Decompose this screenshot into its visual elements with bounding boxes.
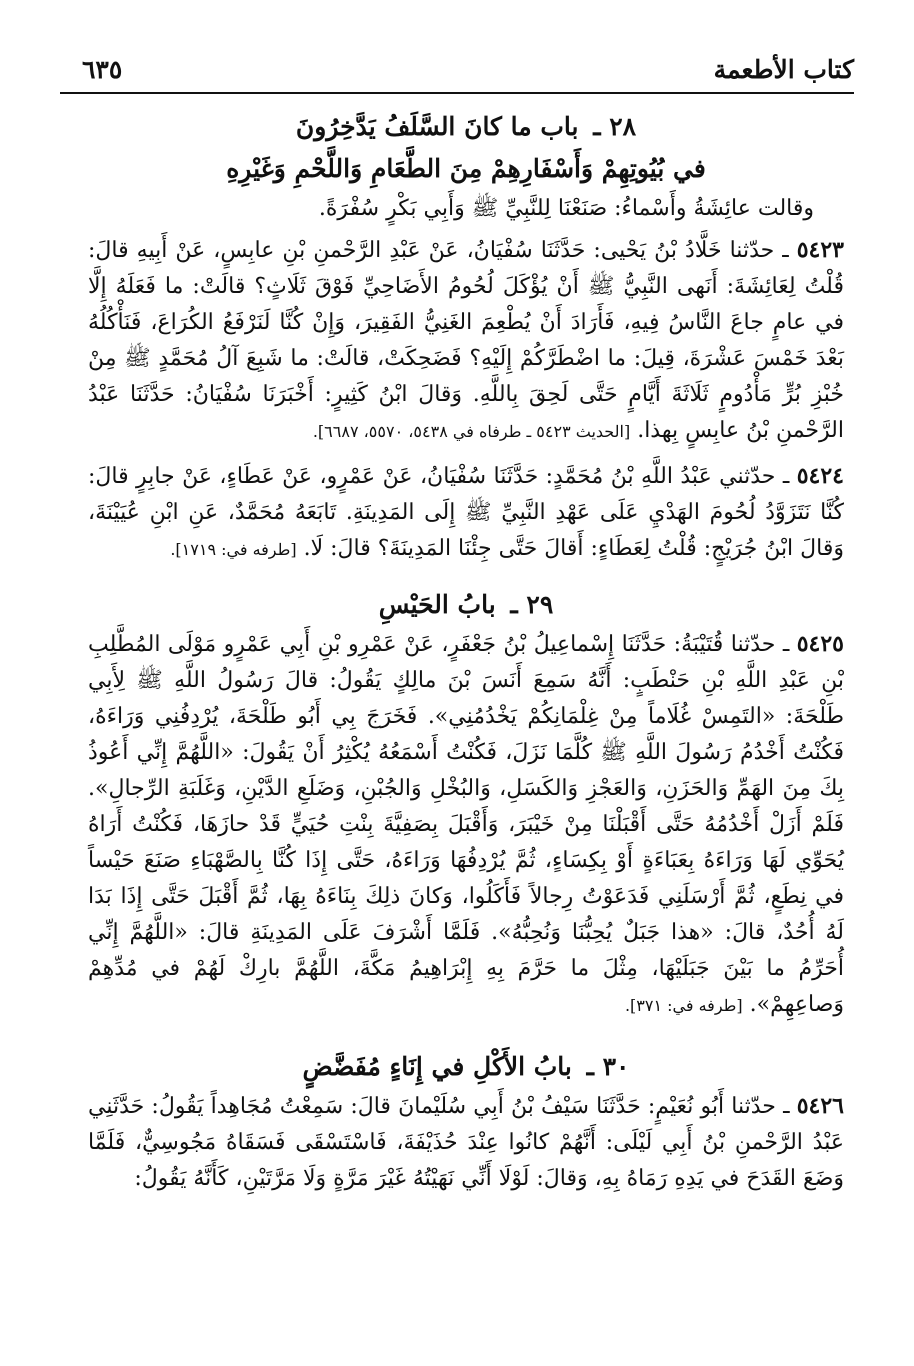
hadith-text: ـ حدّثنا أَبُو نُعَيْمٍ: حَدَّثَنَا سَيْفُ بْنُ أَبِي سُلَيْمانَ قالَ: سَمِعْتُ مُجَاهِداً يَقُولُ: حَدَّثَنِي عَبْدُ الرَّحْمنِ بْنُ أَبِي لَيْلَى: أَنَّهُمْ كانُوا عِنْدَ حُذَيْفَةَ، فَاسْتَسْقَى فَسَقَاهُ مَجُوسِيٌّ، فَلَمَّا وَضَعَ القَدَحَ في يَدِهِ رَمَاهُ بِهِ، وَقالَ: لَوْلَا أَنِّي نَهَيْتُهُ غَيْرَ مَرَّةٍ وَلَا مَرَّتَيْنِ، كَأَنَّهُ يَقُولُ: [88,1094,844,1191]
chapter-number: ٣٠ ـ [586,1052,630,1081]
hadith-text: ـ حدّثني عَبْدُ اللَّهِ بْنُ مُحَمَّدٍ: حَدَّثَنَا سُفْيَانُ، عَنْ عَمْرٍو، عَنْ عَطَاءٍ، عَنْ جابِرٍ قالَ: كُنَّا نَتَزَوَّدُ لُحُومَ الهَدْيِ عَلَى عَهْدِ النَّبِيِّ ﷺ إِلَى المَدِينَةِ. تَابَعَهُ مُحَمَّدٌ، عَنِ ابْنِ عُيَيْنَةَ، وَقالَ ابْنُ جُرَيْجٍ: قُلْتُ لِعَطَاءٍ: أَقالَ حَتَّى جِئْنَا المَدِينَةَ؟ قالَ: لَا. [88,464,844,561]
hadith-5425 [88,626,844,1024]
hadith-5424 [88,458,844,568]
hadith-5426 [88,1088,844,1197]
hadith-reference: [الحديث ٥٤٢٣ ـ طرفاه في ٥٤٣٨، ٥٥٧٠، ٦٦٨٧]. [312,422,631,441]
hadith-number: ٥٤٢٤ [796,463,844,489]
hadith-number: ٥٤٢٣ [796,237,844,263]
chapter-subtitle-28: في بُيُوتِهِمْ وَأَسْفَارِهِمْ مِنَ الطَّعَامِ وَاللَّحْمِ وَغَيْرِهِ [226,154,706,183]
hadith-reference: [طرفه في: ٣٧١]. [624,996,743,1015]
chapter-title-line1: بابُ الأَكْلِ في إِنَاءٍ مُفَضَّضٍ [302,1052,572,1081]
hadith-text: ـ حدّثنا قُتَيْبَةُ: حَدَّثَنَا إِسْماعِيلُ بْنُ جَعْفَرٍ، عَنْ عَمْرِو بْنِ أَبِي عَمْرٍو مَوْلَى المُطَّلِبِ بْنِ عَبْدِ اللَّهِ بْنِ حَنْطَبٍ: أَنَّهُ سَمِعَ أَنَسَ بْنَ مالِكٍ يَقُولُ: قالَ رَسُولُ اللَّهِ ﷺ لِأَبِي طَلْحَةَ: «التَمِسْ غُلَاماً مِنْ غِلْمَانِكُمْ يَخْدُمُنِي». فَخَرَجَ بِي أَبُو طَلْحَةَ، يُرْدِفُنِي وَرَاءَهُ، فَكُنْتُ أَخْدُمُ رَسُولَ اللَّهِ ﷺ كُلَّمَا نَزَلَ، فَكُنْتُ أَسْمَعُهُ يُكْثِرُ أَنْ يَقُولَ: «اللَّهُمَّ إِنِّي أَعُوذُ بِكَ مِنَ الهَمِّ وَالحَزَنِ، وَالعَجْزِ وَالكَسَلِ، وَالبُخْلِ وَالجُبْنِ، وَضَلَعِ الدَّيْنِ، وَغَلَبَةِ الرِّجالِ». فَلَمْ أَزَلْ أَخْدُمُهُ حَتَّى أَقْبَلْنَا مِنْ خَيْبَرَ، وَأَقْبَلَ بِصَفِيَّةَ بِنْتِ حُيَيٍّ قَدْ حازَهَا، فَكُنْتُ أَرَاهُ يُحَوِّي لَهَا وَرَاءَهُ بِعَبَاءَةٍ أَوْ بِكِسَاءٍ، ثُمَّ يُرْدِفُهَا وَرَاءَهُ، حَتَّى إِذَا كُنَّا بِالصَّهْبَاءِ صَنَعَ حَيْساً في نِطَعٍ، ثُمَّ أَرْسَلَنِي فَدَعَوْتُ رِجالاً فَأَكَلُوا، وَكانَ ذلِكَ بِنَاءَهُ بِهَا، ثُمَّ أَقْبَلَ حَتَّى إِذَا بَدَا لَهُ أُحُدٌ، قالَ: «هذا جَبَلٌ يُحِبُّنَا وَنُحِبُّهُ». فَلَمَّا أَشْرَفَ عَلَى المَدِينَةِ قالَ: «اللَّهُمَّ إِنِّي أُحَرِّمُ ما بَيْنَ جَبَلَيْهَا، مِثْلَ ما حَرَّمَ بِهِ إِبْرَاهِيمُ مَكَّةَ، اللَّهُمَّ بارِكْ لَهُمْ في مُدِّهِمْ وَصاعِهِمْ». [88,632,844,1017]
page-content [88,106,844,1197]
hadith-number: ٥٤٢٥ [796,631,844,657]
book-title: كتاب الأطعمة [713,54,854,84]
chapter-number: ٢٨ ـ [593,112,637,141]
hadith-number: ٥٤٢٦ [796,1093,844,1119]
chapter-number: ٢٩ ـ [510,590,554,619]
running-head [82,52,854,86]
hadith-reference: [طرفه في: ١٧١٩]. [170,540,297,559]
chapter-heading-28 [88,106,844,148]
hadith-5423 [88,232,844,450]
chapter-heading-30 [88,1046,844,1088]
chapter-heading-29 [88,584,844,626]
chapter-title-line1: باب ما كانَ السَّلَفُ يَدَّخِرُونَ [295,112,579,141]
header-rule [60,92,854,94]
chapter-intro: وقالت عائِشَةُ وأَسْماءُ: صَنَعْنَا لِلنَّبِيِّ ﷺ وَأَبِي بَكْرٍ سُفْرَةً. [318,196,814,221]
page-number: ٦٣٥ [82,54,123,84]
chapter-title-line1: بابُ الحَيْسِ [378,590,496,619]
hadith-text: ـ حدّثنا خَلَّادُ بْنُ يَحْيى: حَدَّثَنَا سُفْيَانُ، عَنْ عَبْدِ الرَّحْمنِ بْنِ عابِسٍ، عَنْ أَبِيهِ قالَ: قُلْتُ لِعَائِشَةَ: أَنَهى النَّبِيُّ ﷺ أَنْ يُؤْكَلَ لُحُومُ الأَضَاحِيِّ فَوْقَ ثَلَاثٍ؟ قالَتْ: ما فَعَلَهُ إِلَّا في عامٍ جاعَ النَّاسُ فِيهِ، فَأَرَادَ أَنْ يُطْعِمَ الغَنِيُّ الفَقِيرَ، وَإِنْ كُنَّا لَنَرْفَعُ الكُرَاعَ، فَنَأْكُلُهُ بَعْدَ خَمْسَ عَشْرَةَ، قِيلَ: ما اضْطَرَّكُمْ إِلَيْهِ؟ فَضَحِكَتْ، قالَتْ: ما شَبِعَ آلُ مُحَمَّدٍ ﷺ مِنْ خُبْزِ بُرٍّ مَأْدُومٍ ثَلَاثَةَ أَيَّامٍ حَتَّى لَحِقَ بِاللَّهِ. وَقالَ ابْنُ كَثِيرٍ: أَخْبَرَنَا سُفْيَانُ: حَدَّثَنَا عَبْدُ الرَّحْمنِ بْنُ عابِسٍ بِهذا. [88,238,844,443]
